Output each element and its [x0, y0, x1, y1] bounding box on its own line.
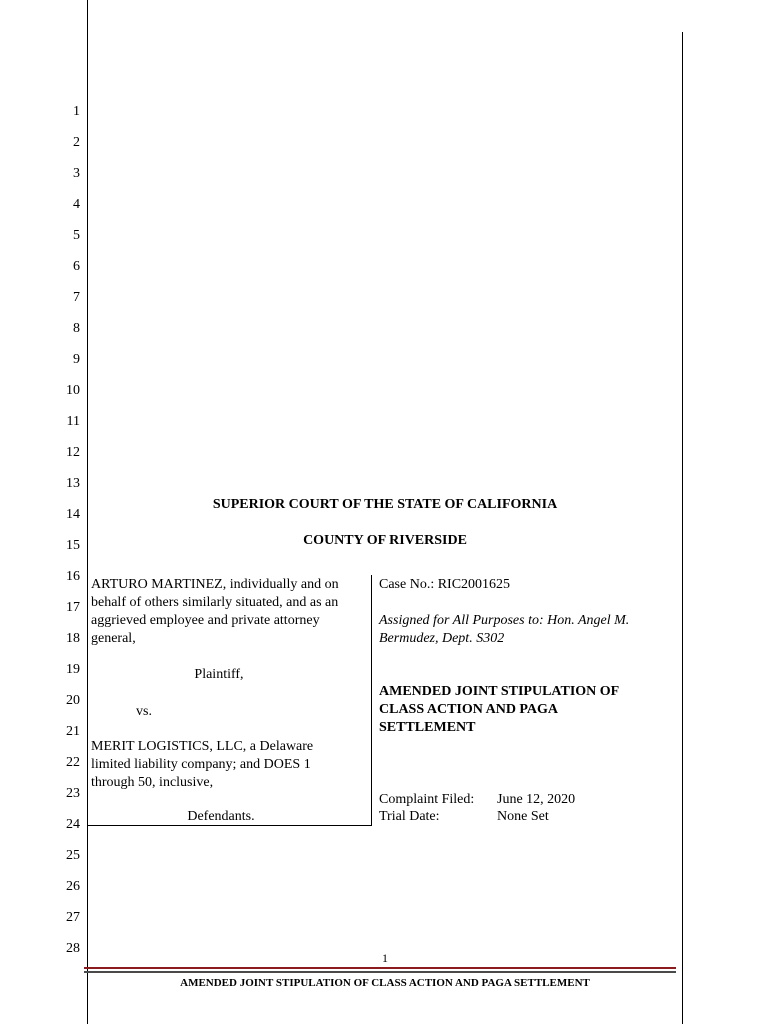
- footer-rule-red: [84, 967, 676, 969]
- footer-title: AMENDED JOINT STIPULATION OF CLASS ACTION AND PAGA SETTLEMENT: [180, 977, 590, 989]
- line-number: 10: [66, 383, 80, 398]
- plaintiff-label: Plaintiff,: [194, 667, 244, 682]
- right-margin-rule: [682, 32, 683, 1024]
- line-number: 21: [66, 724, 80, 739]
- line-number: 9: [73, 352, 80, 367]
- line-number: 4: [73, 197, 80, 212]
- line-number: 13: [66, 476, 80, 491]
- line-number: 11: [66, 414, 80, 429]
- line-number: 27: [66, 910, 80, 925]
- line-number: 17: [66, 600, 80, 615]
- line-number: 26: [66, 879, 80, 894]
- line-number: 5: [73, 228, 80, 243]
- pleading-line-numbers: [40, 0, 80, 1000]
- line-number: 20: [66, 693, 80, 708]
- line-number: 2: [73, 135, 80, 150]
- document-title: AMENDED JOINT STIPULATION OF CLASS ACTION AND PAGA SETTLEMENT: [379, 684, 620, 735]
- line-number: 19: [66, 662, 80, 677]
- defendant-label: Defendants.: [187, 809, 255, 824]
- plaintiff-description: ARTURO MARTINEZ, individually and on behalf of others similarly situated, and as an aggrieved employee and private attorney general,: [91, 577, 339, 646]
- judge-assignment: Assigned for All Purposes to: Hon. Angel M. Bermudez, Dept. S302: [379, 613, 630, 646]
- line-number: 14: [66, 507, 80, 522]
- defendant-description: MERIT LOGISTICS, LLC, a Delaware limited liability company; and DOES 1 through 50, inclusive,: [91, 739, 314, 790]
- case-number: Case No.: RIC2001625: [379, 577, 511, 592]
- complaint-filed-value: June 12, 2020: [497, 792, 576, 807]
- line-number: 24: [66, 817, 80, 832]
- trial-date-value: None Set: [497, 809, 549, 824]
- county-name: COUNTY OF RIVERSIDE: [303, 533, 467, 548]
- trial-date-label: Trial Date:: [379, 809, 440, 824]
- line-number: 6: [73, 259, 80, 274]
- versus-label: vs.: [136, 704, 152, 719]
- line-number: 1: [73, 104, 80, 119]
- footer-rule-dark: [84, 971, 676, 973]
- court-name: SUPERIOR COURT OF THE STATE OF CALIFORNIA: [212, 497, 558, 512]
- line-number: 28: [66, 941, 80, 956]
- line-number: 18: [66, 631, 80, 646]
- line-number: 7: [73, 290, 80, 305]
- line-number: 25: [66, 848, 80, 863]
- line-number: 12: [66, 445, 80, 460]
- line-number: 22: [66, 755, 80, 770]
- page-number: 1: [382, 951, 388, 965]
- line-number: 15: [66, 538, 80, 553]
- line-number: 23: [66, 786, 80, 801]
- line-number: 8: [73, 321, 80, 336]
- complaint-filed-label: Complaint Filed:: [379, 792, 475, 807]
- line-number: 3: [73, 166, 80, 181]
- line-number: 16: [66, 569, 80, 584]
